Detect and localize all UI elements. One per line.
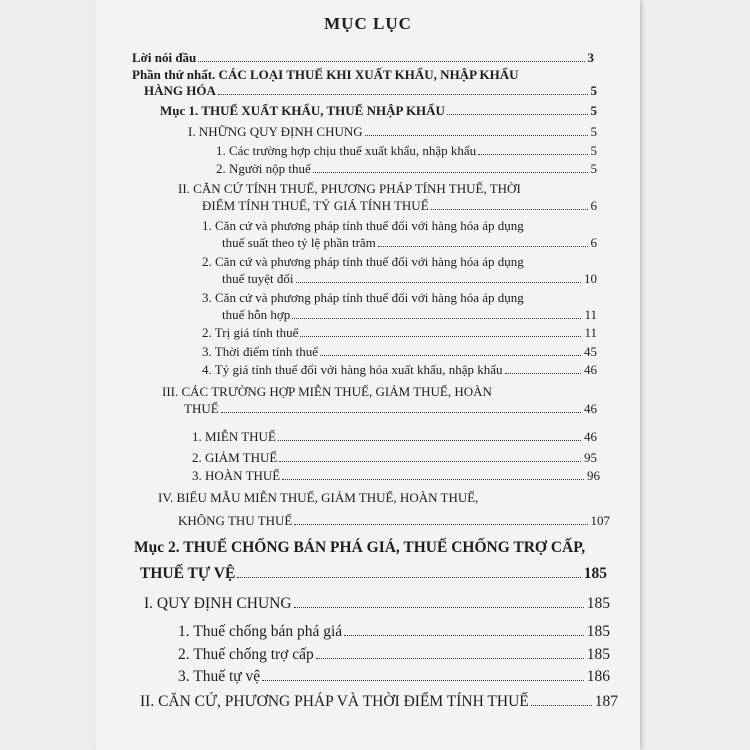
- page-title: MỤC LỤC: [324, 14, 412, 33]
- toc-entry-tax-basis-line1: II. CĂN CỨ TÍNH THUẾ, PHƯƠNG PHÁP TÍNH THUẾ, THỜI: [178, 181, 521, 196]
- toc-entry-section2: THUẾ TỰ VỆ 185: [140, 565, 607, 582]
- toc-entry-tax-timing: 3. Thời điểm tính thuế 45: [202, 344, 597, 359]
- toc-entry-forms-line1: IV. BIỂU MẪU MIỄN THUẾ, GIẢM THUẾ, HOÀN THUẾ,: [158, 490, 479, 505]
- toc-entry-exemption: THUẾ 46: [184, 401, 597, 416]
- toc-entry-part1: HÀNG HÓA 5: [144, 83, 597, 98]
- toc-entry-percent-rate: thuế suất theo tỷ lệ phần trăm 6: [222, 235, 597, 250]
- toc-entry-tax-exemption: 1. MIỄN THUẾ 46: [192, 429, 597, 444]
- toc-entry-forms: KHÔNG THU THUẾ 107: [178, 513, 610, 528]
- toc-entry-tax-basis: ĐIỂM TÍNH THUẾ, TỶ GIÁ TÍNH THUẾ 6: [202, 198, 597, 213]
- toc-entry-absolute-rate-line1: 2. Căn cứ và phương pháp tính thuế đối với hàng hóa áp dụng: [202, 254, 524, 269]
- toc-entry-section2-line1: Mục 2. THUẾ CHỐNG BÁN PHÁ GIÁ, THUẾ CHỐNG TRỢ CẤP,: [134, 539, 586, 556]
- toc-entry-anti-dumping: 1. Thuế chống bán phá giá 185: [178, 623, 610, 640]
- toc-entry-preface: Lời nói đầu 3: [132, 50, 594, 65]
- toc-entry-general-provisions: I. NHỮNG QUY ĐỊNH CHUNG 5: [188, 124, 597, 139]
- toc-entry-general-provisions-2: I. QUY ĐỊNH CHUNG 185: [144, 595, 610, 612]
- toc-entry-absolute-rate: thuế tuyệt đối 10: [222, 271, 597, 286]
- toc-entry-percent-rate-line1: 1. Căn cứ và phương pháp tính thuế đối với hàng hóa áp dụng: [202, 218, 524, 233]
- book-page: [96, 0, 640, 750]
- toc-entry-section1: Mục 1. THUẾ XUẤT KHẨU, THUẾ NHẬP KHẨU 5: [160, 103, 597, 118]
- toc-entry-countervailing: 2. Thuế chống trợ cấp 185: [178, 646, 610, 663]
- toc-entry-taxpayer: 2. Người nộp thuế 5: [216, 161, 597, 176]
- toc-entry-mixed-rate-line1: 3. Căn cứ và phương pháp tính thuế đối với hàng hóa áp dụng: [202, 290, 524, 305]
- toc-entry-basis-method-timing: II. CĂN CỨ, PHƯƠNG PHÁP VÀ THỜI ĐIỂM TÍNH THUẾ 187: [140, 693, 618, 710]
- toc-entry-part1-line1: Phần thứ nhất. CÁC LOẠI THUẾ KHI XUẤT KHẨU, NHẬP KHẨU: [132, 67, 519, 82]
- toc-entry-exchange-rate: 4. Tỷ giá tính thuế đối với hàng hóa xuất khẩu, nhập khẩu 46: [202, 362, 597, 377]
- toc-entry-exemption-line1: III. CÁC TRƯỜNG HỢP MIỄN THUẾ, GIẢM THUẾ, HOÀN: [162, 384, 492, 399]
- toc-entry-taxable-cases: 1. Các trường hợp chịu thuế xuất khẩu, nhập khẩu 5: [216, 143, 597, 158]
- toc-entry-tax-refund: 3. HOÀN THUẾ 96: [192, 468, 600, 483]
- toc-entry-customs-value: 2. Trị giá tính thuế 11: [202, 325, 597, 340]
- toc-entry-mixed-rate: thuế hỗn hợp 11: [222, 307, 597, 322]
- toc-entry-tax-reduction: 2. GIẢM THUẾ 95: [192, 450, 597, 465]
- toc-entry-safeguard: 3. Thuế tự vệ 186: [178, 668, 610, 685]
